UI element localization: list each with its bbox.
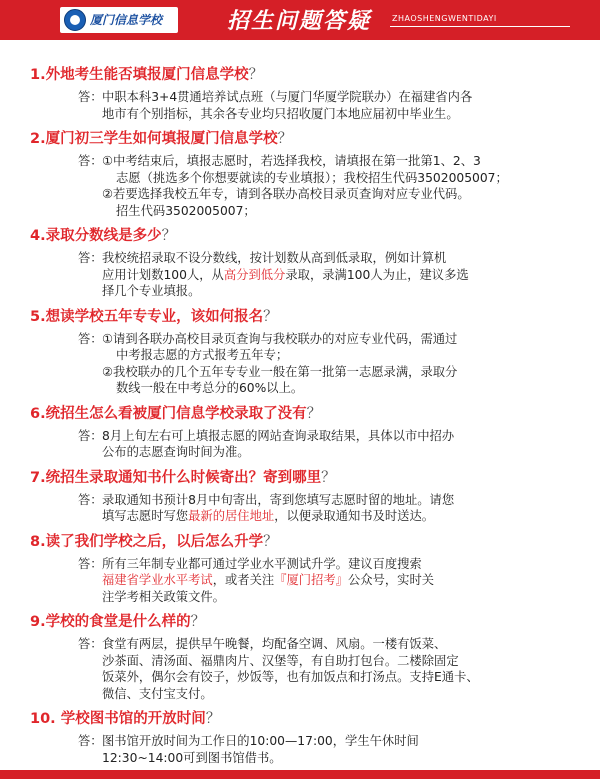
question-8: 8.读了我们学校之后，以后怎么升学？ [30,533,278,550]
answer-7: 答： 录取通知书预计8月中旬寄出，寄到您填写志愿时留的地址。请您 填写志愿时写您最新的居住地址，以便录取通知书及时送达。 [78,492,455,523]
question-6: 6.统招生怎么看被厦门信息学校录取了没有？ [30,405,322,422]
answer-8: 答： 所有三年制专业都可通过学业水平测试升学。建议百度搜索 福建省学业水平考试，或者关注『厦门招考』公众号，实时关 注学考相关政策文件。 [78,556,435,604]
footer-bar [0,770,600,779]
school-logo [60,7,178,33]
question-7: 7.统招生录取通知书什么时候寄出？寄到哪里？ [30,469,336,486]
question-1: 1.外地考生能否填报厦门信息学校？ [30,67,264,83]
answer-label: 答： [78,637,103,651]
answer-6: 答： 8月上旬左右可上填报志愿的网站查询录取结果，具体以市中招办 公布的志愿查询时间为准。 [78,428,455,459]
answer-1: 答： 中职本科3+4贯通培养试点班（与厦门华厦学院联办）在福建省内各 地市有个别指标，其余各专业均只招收厦门本地应届初中毕业生。 [78,90,473,121]
answer-label: 答： [78,734,103,748]
answer-label: 答： [78,251,103,265]
answer-label: 答： [78,154,103,168]
question-4: 4.录取分数线是多少？ [30,228,177,244]
highlight-text: 高分到低分 [223,267,286,282]
highlight-text: 福建省学业水平考试 [102,573,213,587]
school-emblem-icon [64,9,86,31]
answer-label: 答： [78,556,103,571]
answer-label: 答： [78,90,103,104]
answer-label: 答： [78,331,103,346]
answer-2: 答： ①中考结束后，填报志愿时，若选择我校，请填报在第一批第1、2、3 志愿（挑选多个你想要就读的专业填报）；我校招生代码3502005007； ②若要选择我校五年专，请到各联办高校目录页查询对应专业代码。 招生代码3502005007； [78,154,508,218]
page-subtitle: ZHAOSHENGWENTIDAYI [392,14,497,23]
answer-label: 答： [78,492,103,507]
question-10: 10. 学校图书馆的开放时间？ [30,711,221,727]
answer-9: 答： 食堂有两层，提供早午晚餐，均配备空调、风扇。一楼有饭菜、 沙茶面、清汤面、福鼎肉片、汉堡等，有自助打包台。二楼除固定 饭菜外，偶尔会有饺子，炒饭等，也有加饭点和打汤点。支持E通卡、 微信、支付宝支付。 [78,637,479,701]
answer-10: 答： 图书馆开放时间为工作日的10:00—17:00，学生午休时间 12:30~14:00可到图书馆借书。 [78,734,419,765]
page-title: 招生问题答疑 [227,9,372,34]
logo-text: 厦门信息学校 [90,13,163,27]
answer-5: 答： ①请到各联办高校目录页查询与我校联办的对应专业代码，需通过 中考报志愿的方式报考五年专； ②我校联办的几个五年专专业一般在第一批第一志愿录满，录取分 数线一般在中考总分的60%以上。 [78,331,458,395]
question-5: 5.想读学校五年专专业，该如何报名？ [30,308,278,325]
highlight-text: 『厦门招考』 [274,573,348,587]
question-2: 2.厦门初三学生如何填报厦门信息学校？ [30,131,293,147]
qa-list [30,64,585,772]
highlight-text: 最新的居住地址 [188,509,275,523]
header-banner [0,0,600,40]
question-9: 9.学校的食堂是什么样的？ [30,614,206,630]
answer-label: 答： [78,428,103,443]
answer-4: 答： 我校统招录取不设分数线，按计划数从高到低录取，例如计算机 应用计划数100人，从高分到低分录取，录满100人为止，建议多选 择几个专业填报。 [78,251,469,298]
header-divider [390,26,570,27]
